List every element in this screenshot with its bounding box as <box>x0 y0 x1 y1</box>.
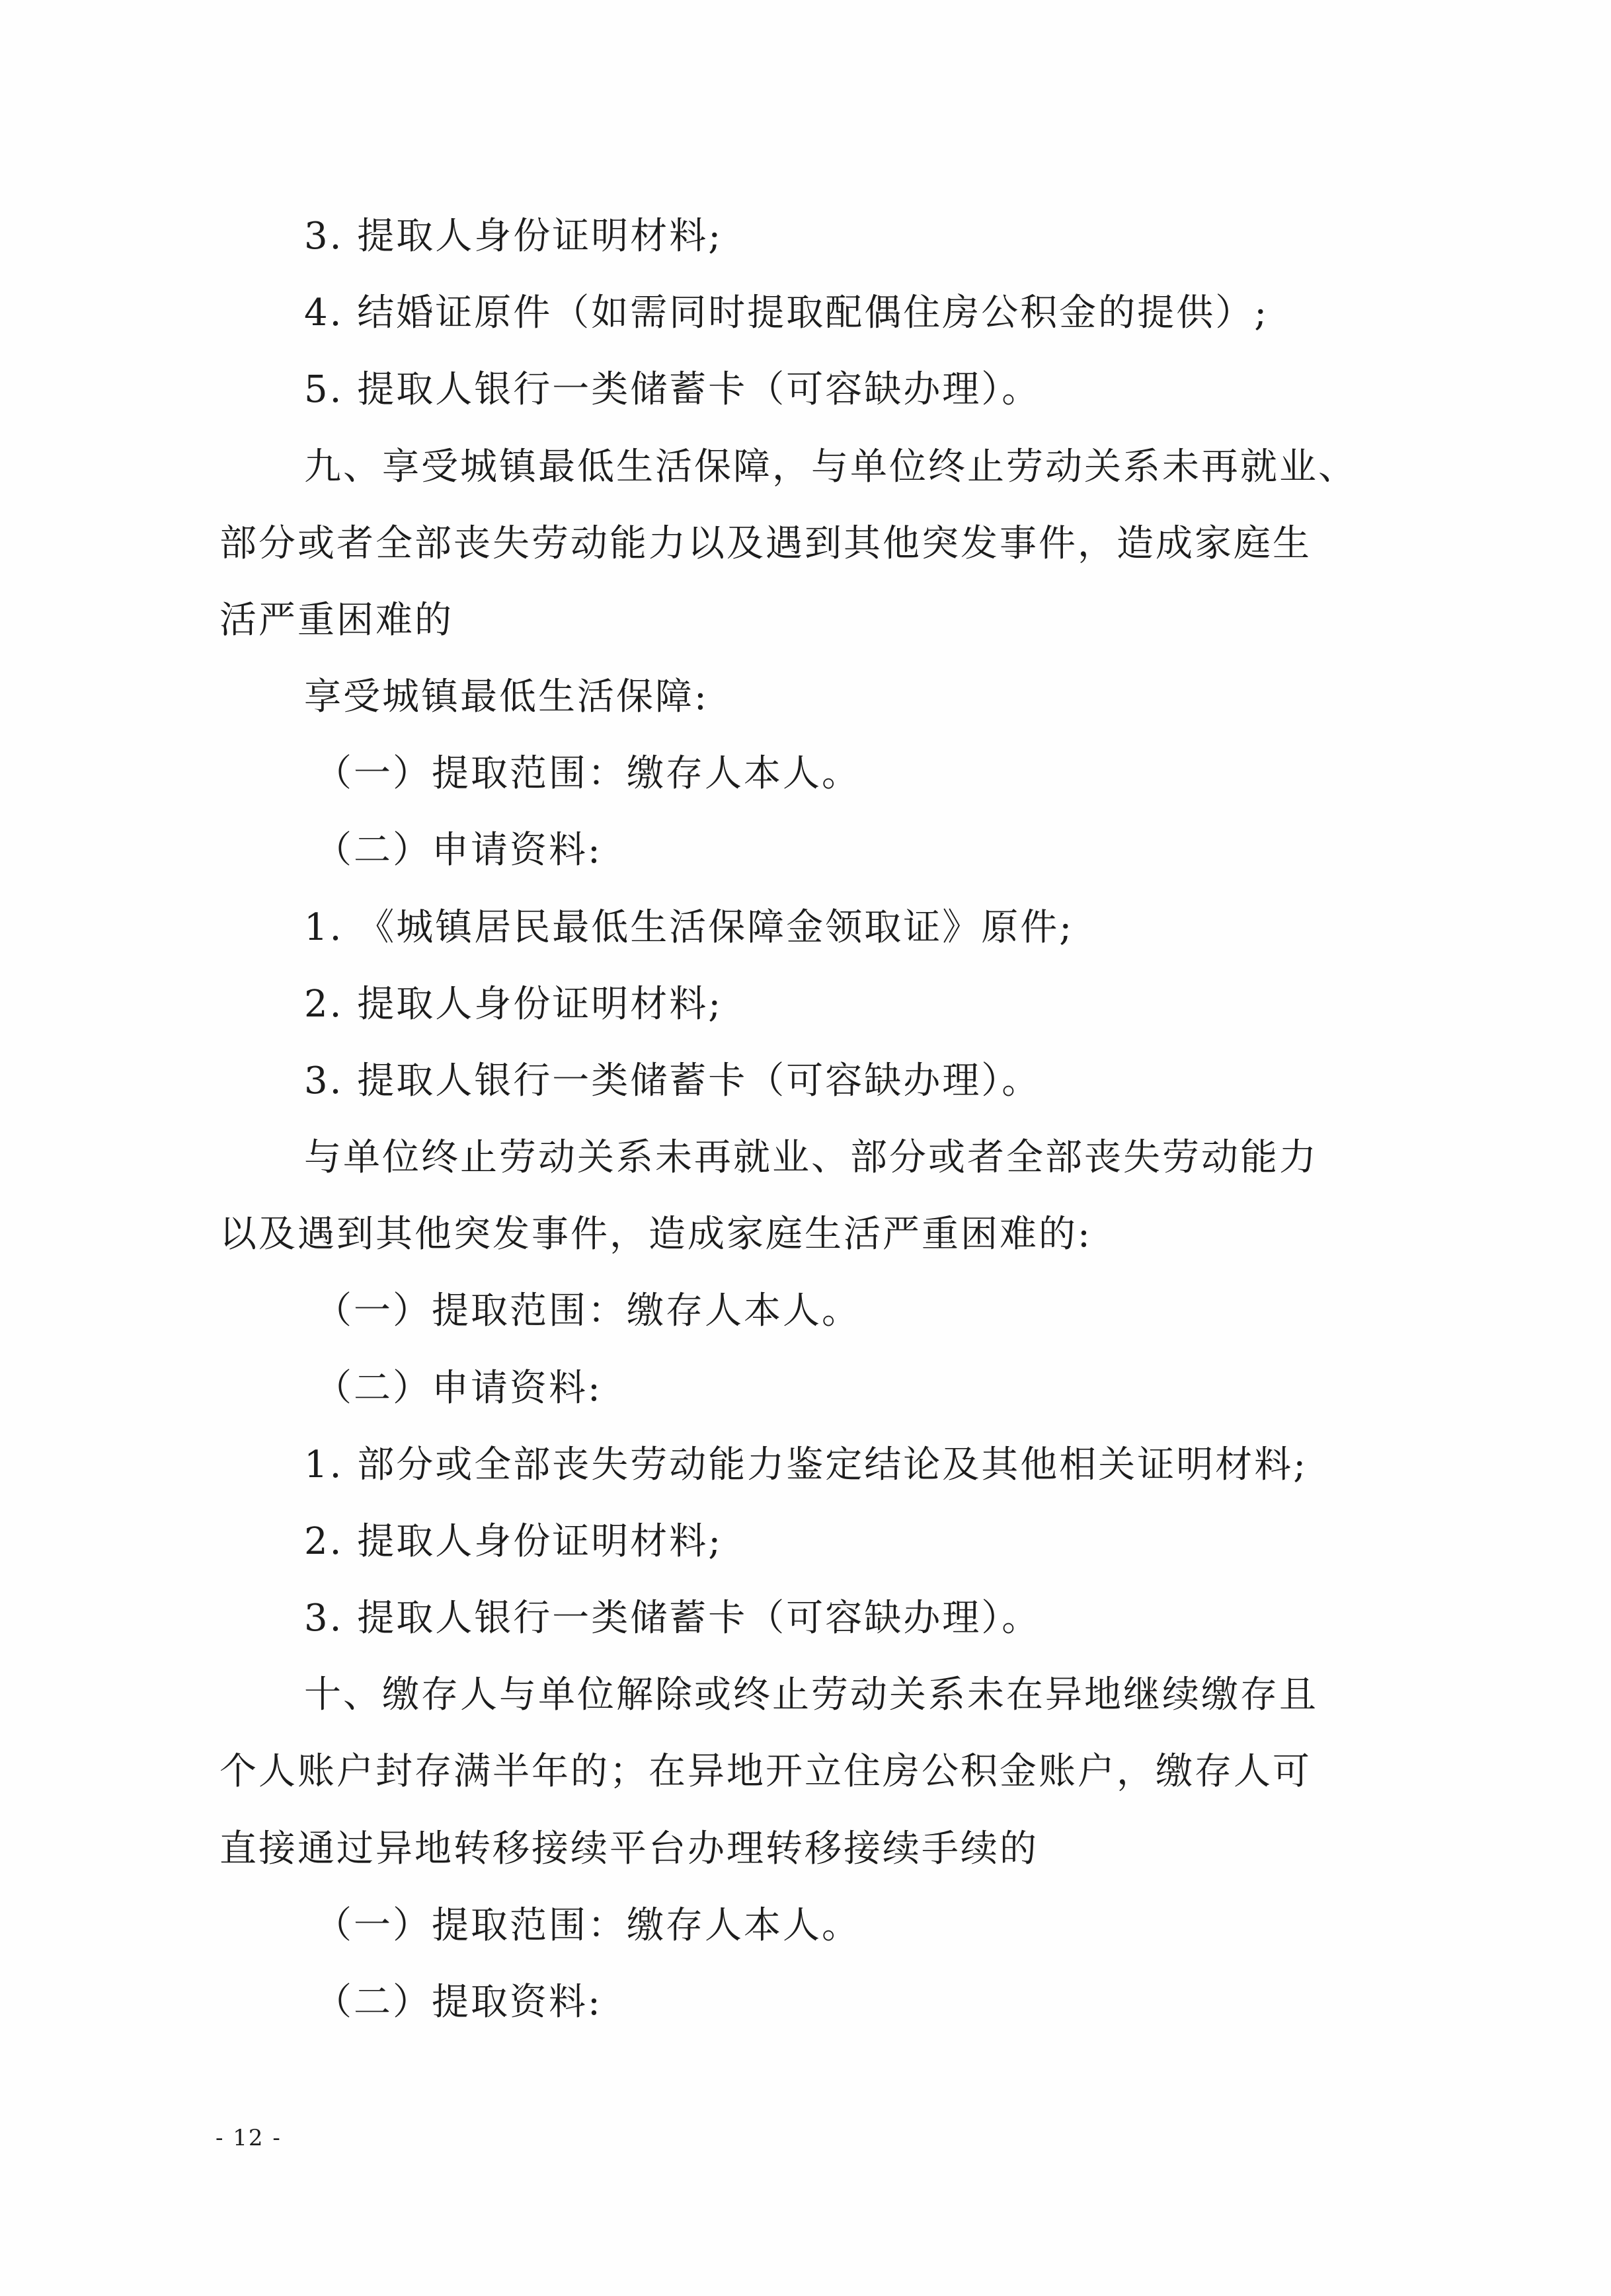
text-line: （二）提取资料: <box>315 1981 602 2024</box>
text-line: 2. 提取人身份证明材料; <box>304 983 723 1026</box>
section-heading-10: 十、缴存人与单位解除或终止劳动关系未在异地继续缴存且 <box>304 1673 1318 1716</box>
text-line: （二）申请资料: <box>315 829 602 872</box>
text-line: 2. 提取人身份证明材料; <box>304 1520 723 1563</box>
section-heading-9: 九、享受城镇最低生活保障，与单位终止劳动关系未再就业、 <box>304 445 1357 488</box>
text-line: 以及遇到其他突发事件，造成家庭生活严重困难的: <box>219 1213 1092 1256</box>
text-line: 3. 提取人银行一类储蓄卡（可容缺办理）。 <box>304 1597 1041 1640</box>
text-line: （一）提取范围：缴存人本人。 <box>315 1904 861 1947</box>
text-line: 活严重困难的 <box>219 599 453 642</box>
text-line: 部分或者全部丧失劳动能力以及遇到其他突发事件，造成家庭生 <box>219 522 1312 565</box>
sub-heading: 与单位终止劳动关系未再就业、部分或者全部丧失劳动能力 <box>304 1136 1318 1179</box>
text-line: 个人账户封存满半年的；在异地开立住房公积金账户，缴存人可 <box>219 1750 1312 1793</box>
text-line: 5. 提取人银行一类储蓄卡（可容缺办理）。 <box>304 368 1041 411</box>
text-line: 直接通过异地转移接续平台办理转移接续手续的 <box>219 1827 1039 1870</box>
text-line: 4. 结婚证原件（如需同时提取配偶住房公积金的提供）; <box>304 291 1269 334</box>
text-line: 1. 《城镇居民最低生活保障金领取证》原件; <box>304 906 1074 949</box>
page-number: - 12 - <box>216 2125 282 2151</box>
text-line: 1. 部分或全部丧失劳动能力鉴定结论及其他相关证明材料; <box>304 1443 1308 1486</box>
sub-heading: 享受城镇最低生活保障: <box>304 675 709 718</box>
text-line: （一）提取范围：缴存人本人。 <box>315 1289 861 1332</box>
text-line: 3. 提取人银行一类储蓄卡（可容缺办理）。 <box>304 1059 1041 1102</box>
text-line: （一）提取范围：缴存人本人。 <box>315 752 861 795</box>
text-line: 3. 提取人身份证明材料; <box>304 215 723 258</box>
text-line: （二）申请资料: <box>315 1367 602 1410</box>
